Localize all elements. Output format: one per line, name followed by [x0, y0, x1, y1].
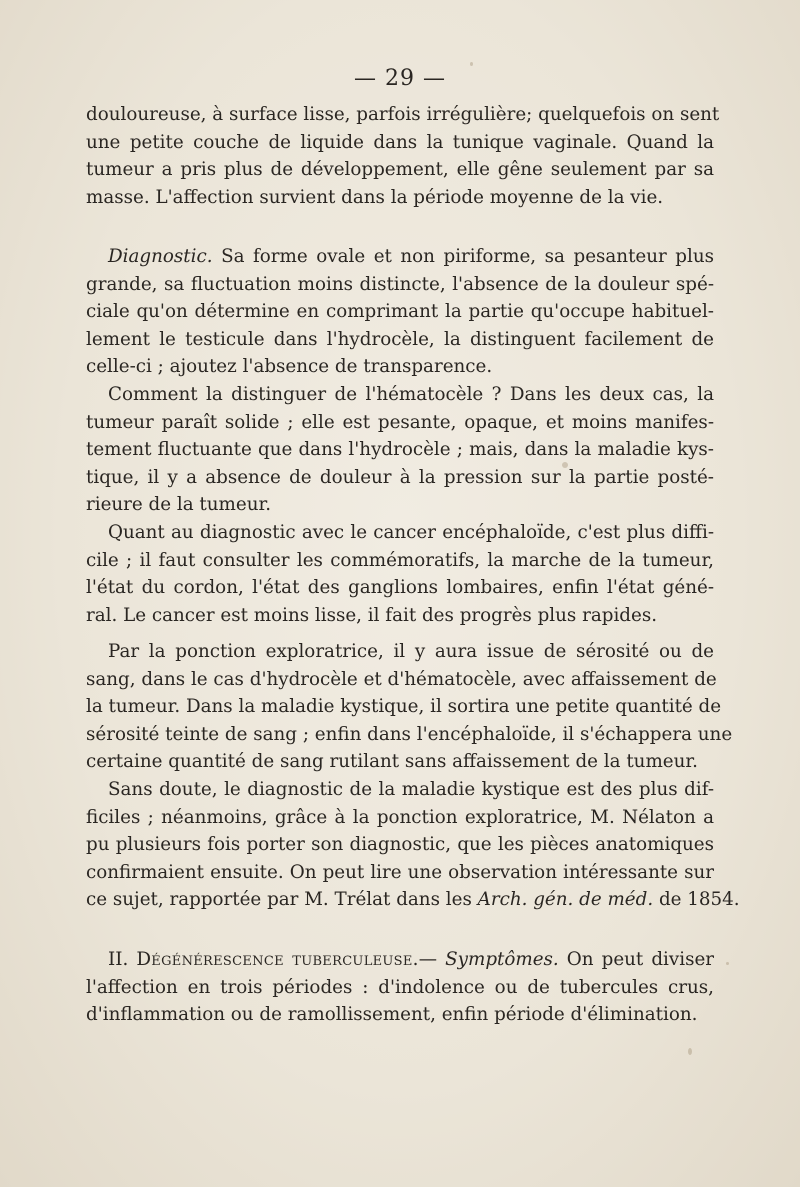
text-line [86, 886, 740, 914]
text-line [86, 946, 714, 974]
text-line: rieure de la tumeur. [86, 494, 272, 516]
paragraph-5 [86, 638, 733, 776]
text-run: ce sujet, rapportée par M. Trélat dans les [86, 889, 478, 911]
paper-spot [726, 962, 729, 965]
section-numeral: II. [108, 949, 129, 970]
text-line: ral. Le cancer est moins lisse, il fait des progrès plus rapides. [86, 604, 658, 626]
text-line: la tumeur. Dans la maladie kystique, il sortira une petite quantité de [86, 696, 722, 718]
text-line: Sans doute, le diagnostic de la maladie kystique est des plus dif- [108, 779, 714, 800]
page-number: — 29 — [354, 66, 446, 91]
paragraph-section-ii [86, 946, 714, 1029]
text-line: Comment la distinguer de l'hématocèle ? Dans les deux cas, la [108, 384, 714, 405]
text-line: tumeur a pris plus de développement, elle gêne seulement par sa [86, 159, 714, 181]
text-line: celle-ci ; ajoutez l'absence de transparence. [86, 356, 493, 378]
paper-spot [470, 62, 473, 66]
text-line: confirmaient ensuite. On peut lire une observation intéressante sur [86, 861, 714, 883]
text-line: sang, dans le cas d'hydrocèle et d'hématocèle, avec affaissement de [86, 668, 717, 690]
text-line [86, 243, 714, 271]
paper-spot [562, 462, 568, 468]
text-line: grande, sa fluctuation moins distincte, l'absence de la douleur spé- [86, 273, 714, 295]
text-line: d'inflammation ou de ramollissement, enfin période d'élimination. [86, 1004, 698, 1026]
text-line: ficiles ; néanmoins, grâce à la ponction exploratrice, M. Nélaton a [86, 806, 714, 828]
text-line: Quant au diagnostic avec le cancer encéphaloïde, c'est plus diffi- [108, 522, 714, 543]
text-run: — [418, 949, 446, 970]
text-line: tumeur paraît solide ; elle est pesante, opaque, et moins manifes- [86, 411, 714, 433]
text-line: ciale qu'on détermine en comprimant la partie qu'occupe habituel- [86, 301, 714, 323]
text-line: cile ; il faut consulter les commémoratifs, la marche de la tumeur, [86, 549, 714, 571]
paragraph-diagnostic [86, 243, 714, 381]
paragraph-6 [86, 776, 740, 914]
paper-spot [597, 312, 602, 317]
journal-reference: Arch. gén. de méd. [477, 889, 654, 911]
text-line: douloureuse, à surface lisse, parfois irrégulière; quelquefois on sent [86, 104, 720, 125]
text-line: tique, il y a absence de douleur à la pression sur la partie posté- [86, 466, 714, 488]
text-run: Sa forme ovale et non piriforme, sa pesanteur plus [212, 246, 714, 267]
text-line: certaine quantité de sang rutilant sans affaissement de la tumeur. [86, 751, 698, 773]
text-line: pu plusieurs fois porter son diagnostic, que les pièces anatomiques [86, 834, 714, 856]
text-line: lement le testicule dans l'hydrocèle, la distinguent facilement de [86, 328, 714, 350]
text-line: sérosité teinte de sang ; enfin dans l'encéphaloïde, il s'échappera une [86, 723, 733, 745]
text-run: de 1854. [653, 889, 740, 911]
section-title: Dégénérescence tuberculeuse. [136, 949, 419, 970]
text-line: une petite couche de liquide dans la tunique vaginale. Quand la [86, 131, 714, 153]
text-line: l'état du cordon, l'état des ganglions lombaires, enfin l'état géné- [86, 577, 714, 599]
text-line: masse. L'affection survient dans la période moyenne de la vie. [86, 186, 664, 208]
section-heading-diagnostic: Diagnostic. [108, 246, 213, 267]
subsection-heading-symptomes: Symptômes. [445, 949, 559, 970]
paragraph-1 [86, 101, 720, 211]
text-line: tement fluctuante que dans l'hydrocèle ; mais, dans la maladie kys- [86, 439, 714, 461]
text-line: Par la ponction exploratrice, il y aura issue de sérosité ou de [108, 641, 714, 662]
text-run: On peut diviser [558, 949, 715, 970]
paragraph-3 [86, 381, 714, 519]
paper-spot [688, 1048, 692, 1055]
text-line: l'affection en trois périodes : d'indolence ou de tubercules crus, [86, 976, 714, 998]
paragraph-4 [86, 519, 714, 629]
